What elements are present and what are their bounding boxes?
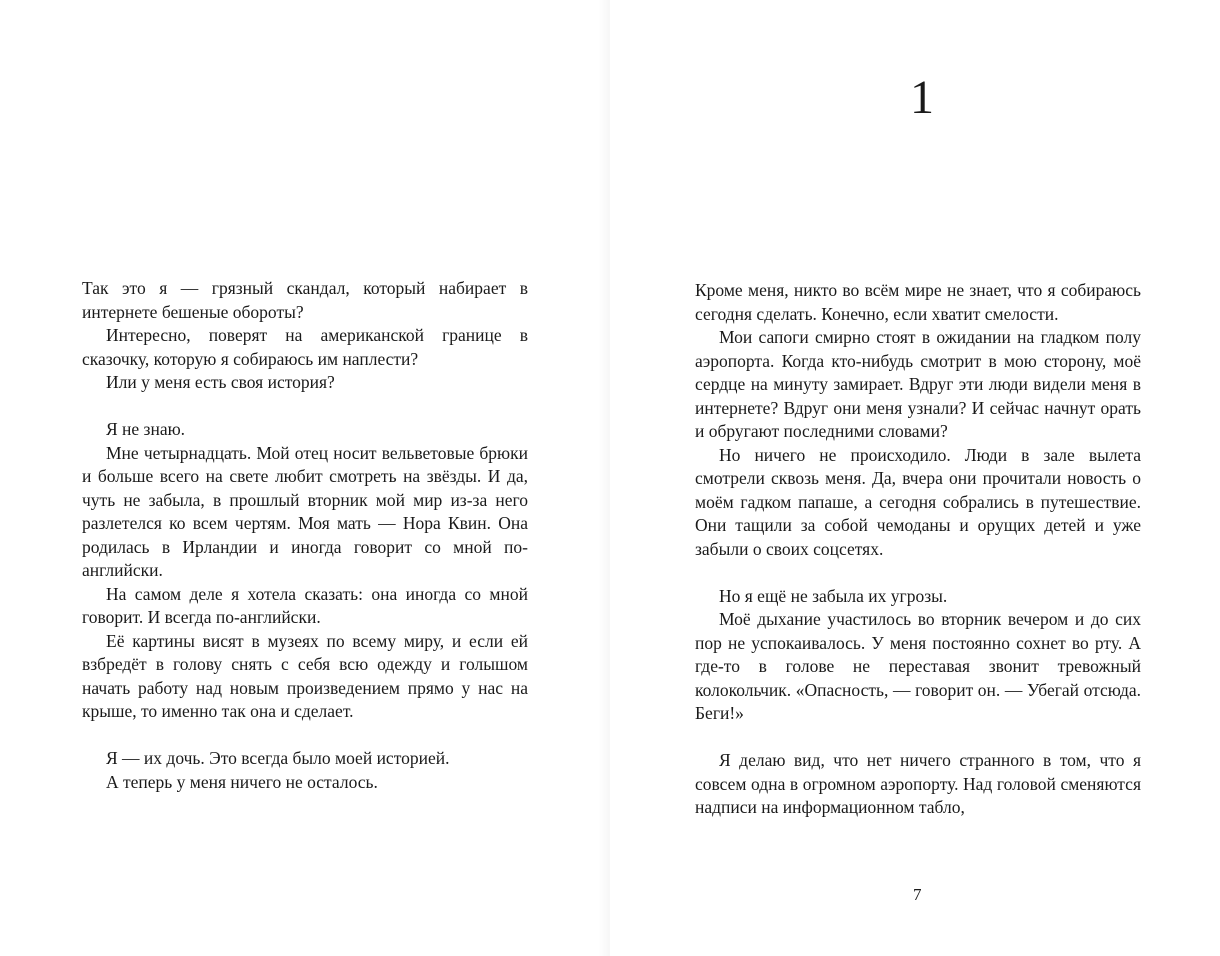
- section-break: [695, 726, 1141, 750]
- paragraph: Я делаю вид, что нет ничего странного в том, что я совсем одна в огромном аэропорту. Над головой сменяются надписи на информационном табло,: [695, 750, 1141, 817]
- paragraph: На самом деле я хотела сказать: она иногда со мной говорит. И всегда по-английски.: [82, 583, 528, 627]
- paragraph: Мне четырнадцать. Мой отец носит вельветовые брюки и больше всего на свете любит смотреть на звёзды. И да, чуть не забыла, в прошлый вторник мой мир из-за него разлетелся ко всем чертям. Моя мать — Нора Квин. Она родилась в Ирландии и иногда говорит со мной по-английски.: [82, 442, 528, 580]
- right-page-text: [695, 279, 1141, 820]
- paragraph: Её картины висят в музеях по всему миру, и если ей взбредёт в голову снять с себя всю одежду и голышом начать работу над новым произведением прямо у нас на крыше, то именно так она и сделает.: [82, 630, 528, 721]
- chapter-number: 1: [910, 71, 934, 124]
- paragraph: Я — их дочь. Это всегда было моей историей.: [106, 748, 450, 768]
- paragraph: Но ничего не происходило. Люди в зале вылета смотрели сквозь меня. Да, вчера они прочитали новость о моём гадком папаше, а сегодня собрались в путешествие. Они тащили за собой чемоданы и орущих детей и уже забыли о своих соцсетях.: [695, 444, 1141, 559]
- paragraph: Мои сапоги смирно стоят в ожидании на гладком полу аэропорта. Когда кто-нибудь смотрит в мою сторону, моё сердце на минуту замирает. Вдруг эти люди видели меня в интернете? Вдруг они меня узнали? И сейчас начнут орать и обругают последними словами?: [695, 327, 1141, 441]
- page-number: 7: [913, 885, 922, 904]
- paragraph: Моё дыхание участилось во вторник вечером и до сих пор не успокаивалось. У меня постоянно сохнет во рту. А где-то в голове не переставая звонит тревожный колокольчик. «Опасность, — говорит он. — Убегай отсюда. Беги!»: [695, 609, 1141, 723]
- paragraph: Я не знаю.: [106, 419, 186, 439]
- right-page: [610, 0, 1220, 956]
- paragraph: Кроме меня, никто во всём мире не знает, что я собираюсь сегодня сделать. Конечно, если хватит смелости.: [695, 280, 1141, 324]
- section-break: [82, 724, 528, 748]
- paragraph: Так это я — грязный скандал, который набирает в интернете бешеные обороты?: [82, 278, 528, 322]
- paragraph: Или у меня есть своя история?: [106, 372, 335, 392]
- paragraph: А теперь у меня ничего не осталось.: [106, 771, 378, 792]
- left-page-text: [82, 277, 528, 794]
- paragraph: Но я ещё не забыла их угрозы.: [719, 585, 948, 606]
- section-break: [82, 395, 528, 419]
- section-break: [695, 561, 1141, 585]
- paragraph: Интересно, поверят на американской границе в сказочку, которую я собираюсь им наплести?: [82, 325, 528, 369]
